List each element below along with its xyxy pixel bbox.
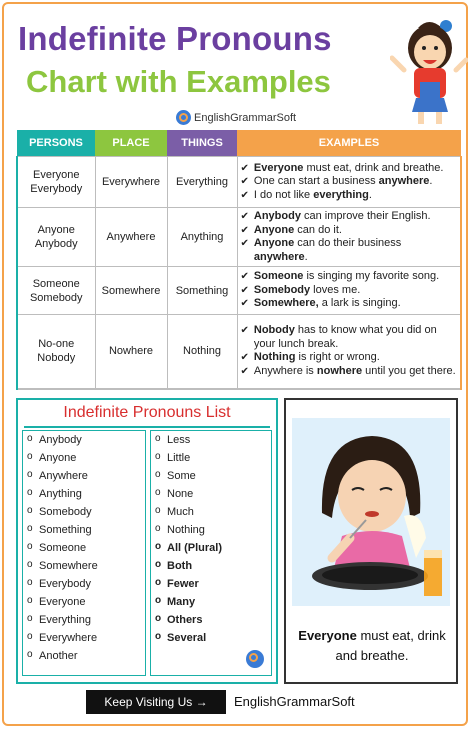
checkmark-icon: ✔ (240, 189, 249, 201)
example-item: ✔ Someone is singing my favorite song. (240, 270, 440, 283)
list-item: o Everything (23, 611, 145, 629)
page-title: Indefinite Pronouns (18, 20, 332, 57)
girl-cartoon-icon (390, 18, 468, 126)
list-item: o Everybody (23, 575, 145, 593)
brand-name: EnglishGrammarSoft (194, 111, 297, 124)
examples-cell (237, 157, 461, 208)
example-item: ✔ Anywhere is nowhere until you get there. (240, 364, 456, 377)
list-item: o Everyone (23, 593, 145, 611)
checkmark-icon: ✔ (240, 238, 249, 249)
page-subtitle: Chart with Examples (26, 64, 331, 99)
example-item: ✔ Somebody loves me. (240, 283, 361, 296)
list-item: o Less (151, 431, 271, 449)
list-item: o Both (151, 557, 271, 575)
brand-logo-icon (246, 650, 264, 668)
table-row (17, 315, 461, 389)
checkmark-icon: ✔ (240, 365, 249, 377)
list-item: o Fewer (151, 575, 271, 593)
list-item: o Somewhere (23, 557, 145, 575)
list-item: o None (151, 485, 271, 503)
checkmark-icon: ✔ (240, 162, 249, 174)
checkmark-icon: ✔ (240, 325, 249, 337)
things-cell: Everything (167, 157, 237, 208)
list-item: o Anyone (23, 449, 145, 467)
place-cell: Anywhere (95, 208, 167, 267)
table-row (17, 267, 461, 315)
keep-visiting-button[interactable]: Keep Visiting Us → (86, 690, 226, 714)
examples-cell (237, 208, 461, 267)
header-things: THINGS (167, 130, 237, 157)
place-cell: Nowhere (95, 315, 167, 389)
examples-cell (237, 267, 461, 315)
list-item: o Others (151, 611, 271, 629)
example-item: ✔ I do not like everything. (240, 188, 372, 201)
list-item: o Anywhere (23, 467, 145, 485)
checkmark-icon: ✔ (240, 211, 249, 222)
persons-cell: Someone Somebody (17, 267, 95, 315)
girl-eating-illustration-icon (292, 418, 450, 606)
checkmark-icon: ✔ (240, 176, 249, 188)
things-cell: Something (167, 267, 237, 315)
list-item: o All (Plural) (151, 539, 271, 557)
illustration-caption: Everyone must eat, drink and breathe. (298, 628, 446, 663)
list-item: o Someone (23, 539, 145, 557)
list-item: o Nothing (151, 521, 271, 539)
list-column-2 (150, 430, 272, 676)
example-item: ✔ One can start a business anywhere. (240, 175, 433, 188)
place-cell: Somewhere (95, 267, 167, 315)
list-item: o Some (151, 467, 271, 485)
examples-cell (237, 315, 461, 389)
pronoun-chart-table (16, 130, 462, 390)
persons-cell: Everyone Everybody (17, 157, 95, 208)
example-item: ✔ Anyone can do it. (240, 223, 342, 236)
example-item: ✔ Nothing is right or wrong. (240, 351, 380, 364)
list-item: o Anybody (23, 431, 145, 449)
checkmark-icon: ✔ (240, 271, 249, 283)
table-row (17, 157, 461, 208)
example-item: ✔ Everyone must eat, drink and breathe. (240, 161, 444, 174)
header-persons: PERSONS (17, 130, 95, 157)
example-item: ✔ Anyone can do their business anywhere. (240, 237, 402, 263)
list-item: o Something (23, 521, 145, 539)
divider (24, 426, 270, 428)
example-item: ✔ Nobody has to know what you did on your lunch break. (240, 324, 437, 350)
header-examples: EXAMPLES (237, 130, 461, 157)
list-column-1 (22, 430, 146, 676)
table-row (17, 208, 461, 267)
persons-cell: Anyone Anybody (17, 208, 95, 267)
footer-brand-link[interactable]: EnglishGrammarSoft (234, 694, 355, 709)
pronoun-list-panel (16, 398, 278, 684)
list-item: o Several (151, 629, 271, 647)
list-item: o Somebody (23, 503, 145, 521)
list-item: o Little (151, 449, 271, 467)
persons-cell: No-one Nobody (17, 315, 95, 389)
list-item: o Another (23, 647, 145, 665)
list-item: o Everywhere (23, 629, 145, 647)
list-title: Indefinite Pronouns List (63, 404, 231, 421)
example-item: ✔ Somewhere, a lark is singing. (240, 297, 401, 310)
things-cell: Anything (167, 208, 237, 267)
header-place: PLACE (95, 130, 167, 157)
list-item: o Anything (23, 485, 145, 503)
checkmark-icon: ✔ (240, 352, 249, 364)
brand-header[interactable] (176, 110, 296, 125)
list-item: o Much (151, 503, 271, 521)
checkmark-icon: ✔ (240, 224, 249, 236)
example-illustration-panel (284, 398, 458, 684)
place-cell: Everywhere (95, 157, 167, 208)
checkmark-icon: ✔ (240, 284, 249, 296)
brand-logo-icon (176, 110, 191, 125)
list-item: o Many (151, 593, 271, 611)
example-item: ✔ Anybody can improve their English. (240, 210, 431, 222)
checkmark-icon: ✔ (240, 298, 249, 310)
things-cell: Nothing (167, 315, 237, 389)
